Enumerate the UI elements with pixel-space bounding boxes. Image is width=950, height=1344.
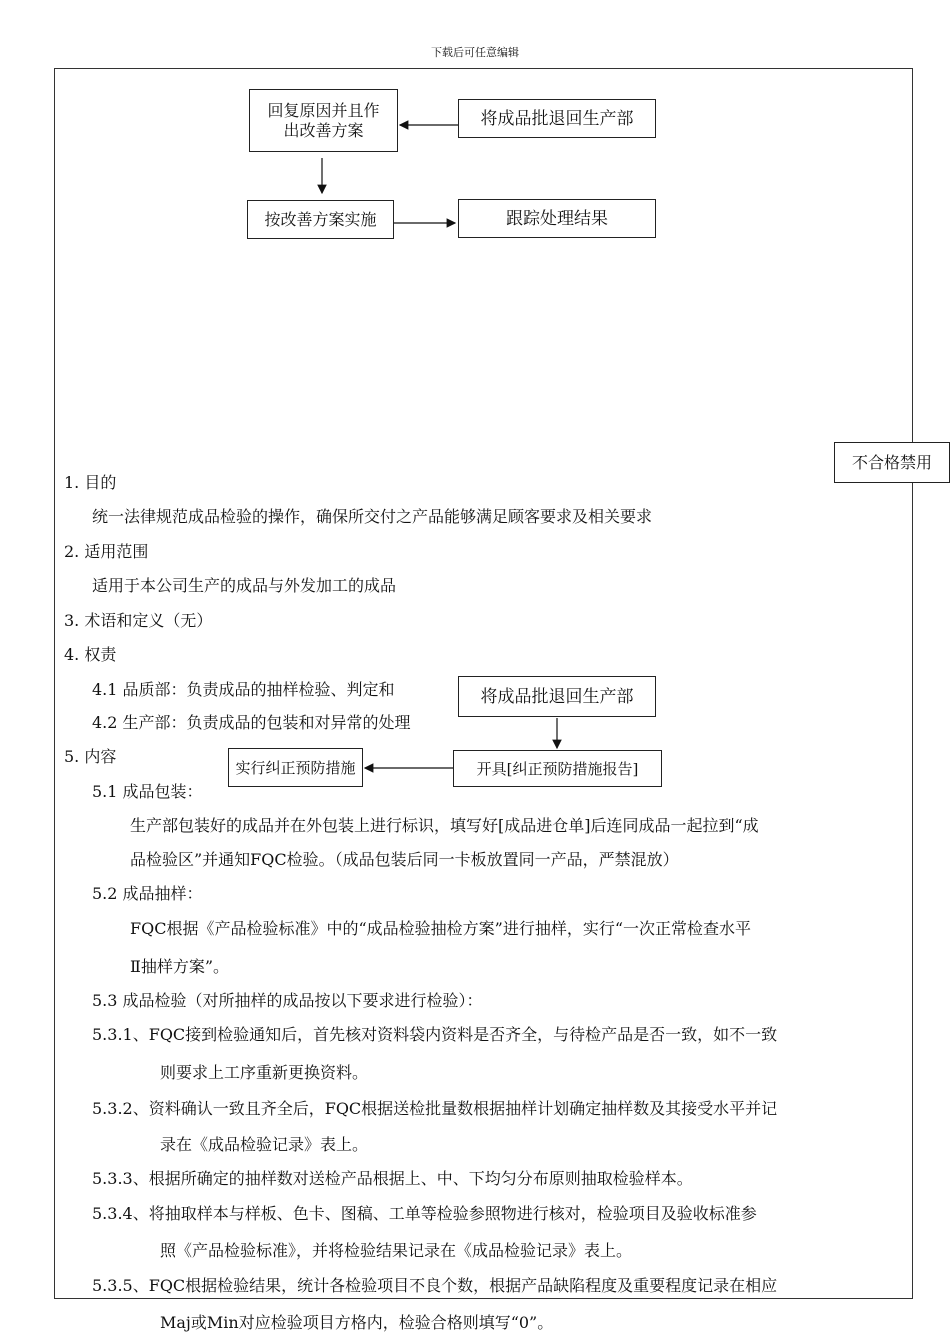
section-5-3-4-a: 5.3.4、将抽取样本与样板、色卡、图稿、工单等检验参照物进行核对，检验项目及验收标准参 (92, 1204, 757, 1223)
section-5-3: 5.3 成品检验（对所抽样的成品按以下要求进行检验）： (92, 991, 483, 1010)
flow-box-reply-text: 回复原因并且作出改善方案 (267, 100, 380, 140)
section-5-3-2-b: 录在《成品检验记录》表上。 (160, 1135, 369, 1154)
flow-box-track-text: 跟踪处理结果 (506, 208, 608, 229)
section-5-3-5-a: 5.3.5、FQC根据检验结果，统计各检验项目不良个数，根据产品缺陷程度及重要程度记录在相应 (92, 1276, 778, 1295)
flow-box-report-text: 开具[纠正预防措施报告] (476, 759, 639, 778)
flow-box-return-mid (458, 676, 656, 717)
section-1-text: 统一法律规范成品检验的操作，确保所交付之产品能够满足顾客要求及相关要求 (92, 507, 653, 526)
flow-box-corrective (228, 748, 363, 787)
section-4-heading: 4. 权责 (64, 645, 117, 664)
section-5-2-line-b: Ⅱ抽样方案”。 (130, 957, 230, 976)
flow-box-return-top (458, 99, 656, 138)
section-4-1: 4.1 品质部：负责成品的抽样检验、判定和 (92, 680, 395, 699)
flow-box-return-mid-text: 将成品批退回生产部 (480, 686, 634, 707)
page-header: 下载后可任意编辑 (431, 46, 519, 59)
section-3-heading: 3. 术语和定义（无） (64, 611, 213, 630)
section-1-heading: 1. 目的 (64, 473, 117, 492)
section-5-2: 5.2 成品抽样： (92, 884, 203, 903)
section-2-text: 适用于本公司生产的成品与外发加工的成品 (92, 576, 397, 595)
section-5-3-1-b: 则要求上工序重新更换资料。 (160, 1063, 369, 1082)
section-4-2: 4.2 生产部：负责成品的包装和对异常的处理 (92, 713, 411, 732)
section-5-1-line-a: 生产部包装好的成品并在外包装上进行标识，填写好[成品进仓单]后连同成品一起拉到“成 (130, 816, 759, 835)
flow-box-reject-text: 不合格禁用 (851, 452, 932, 472)
flow-box-implement (247, 200, 394, 239)
section-5-3-2-a: 5.3.2、资料确认一致且齐全后，FQC根据送检批量数根据抽样计划确定抽样数及其接受水平并记 (92, 1099, 778, 1118)
flow-box-return-top-text: 将成品批退回生产部 (480, 108, 634, 129)
flow-box-reject (834, 442, 950, 483)
section-5-3-4-b: 照《产品检验标准》，并将检验结果记录在《成品检验记录》表上。 (160, 1241, 633, 1260)
section-5-2-line-a: FQC根据《产品检验标准》中的“成品检验抽检方案”进行抽样，实行“一次正常检查水平 (130, 919, 752, 938)
section-5-heading: 5. 内容 (64, 747, 117, 766)
flow-box-report (453, 750, 662, 787)
section-5-1: 5.1 成品包装： (92, 782, 203, 801)
section-2-heading: 2. 适用范围 (64, 542, 149, 561)
flow-box-implement-text: 按改善方案实施 (264, 209, 377, 229)
section-5-1-line-b: 品检验区”并通知FQC检验。（成品包装后同一卡板放置同一产品，严禁混放） (130, 850, 679, 869)
section-5-3-5-b: Maj或Min对应检验项目方格内，检验合格则填写“0”。 (160, 1313, 554, 1332)
section-5-3-3: 5.3.3、根据所确定的抽样数对送检产品根据上、中、下均匀分布原则抽取检验样本。 (92, 1169, 693, 1188)
flow-box-reply (249, 89, 398, 152)
flow-box-track (458, 199, 656, 238)
section-5-3-1-a: 5.3.1、FQC接到检验通知后，首先核对资料袋内资料是否齐全，与待检产品是否一致，如不一致 (92, 1025, 778, 1044)
flow-box-corrective-text: 实行纠正预防措施 (235, 758, 356, 777)
